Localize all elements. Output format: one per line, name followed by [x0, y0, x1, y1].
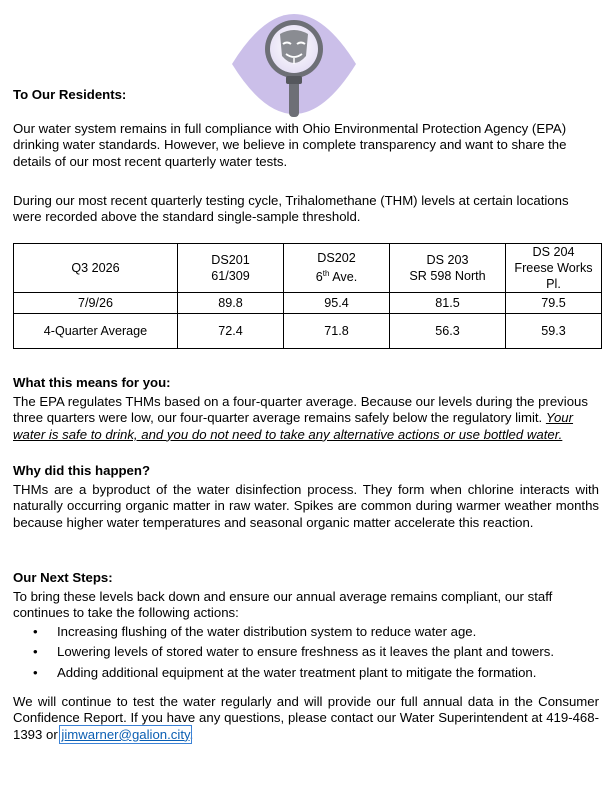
- intro-paragraph-2: During our most recent quarterly testing cycle, Trihalomethane (THM) levels at certain locations were recorded above the standard single-sample threshold.: [13, 193, 569, 225]
- table-corner: Q3 2026: [14, 244, 178, 293]
- table-row: [14, 314, 602, 349]
- next-steps-heading: Our Next Steps:: [13, 570, 113, 585]
- table-cell: 79.5: [506, 293, 602, 314]
- column-ds204: DS 204 Freese Works Pl.: [506, 244, 602, 293]
- thm-results-table: [13, 243, 602, 349]
- table-cell: 81.5: [390, 293, 506, 314]
- closing-paragraph: We will continue to test the water regularly and will provide our full annual data in the Consumer Confidence Report. If you have any questions, please contact our Water Superintendent at 419-468-1393 or jimwarner@galion.city.: [13, 694, 599, 742]
- table-cell: 95.4: [284, 293, 390, 314]
- table-cell: 89.8: [178, 293, 284, 314]
- row-label: 7/9/26: [14, 293, 178, 314]
- why-heading: Why did this happen?: [13, 463, 150, 478]
- email-link[interactable]: jimwarner@galion.city: [61, 726, 190, 742]
- intro-paragraph-1: Our water system remains in full compliance with Ohio Environmental Protection Agency (EPA) drinking water standards. However, we believe in complete transparency and want to share the details of our most recent quarterly water tests.: [13, 121, 567, 169]
- safety-statement: Your water is safe to drink, and you do not need to take any alternative actions or use bottled water.: [13, 410, 574, 442]
- meaning-heading: What this means for you:: [13, 375, 171, 390]
- table-header-row: [14, 244, 602, 293]
- meaning-paragraph: The EPA regulates THMs based on a four-quarter average. Because our levels during the previous three quarters were low, our four-quarter average remains safely below the regulatory limit. Your water is safe to drink, and you do not need to take any alternative actions or use bottled water.: [13, 394, 588, 442]
- why-paragraph: THMs are a byproduct of the water disinfection process. They form when chlorine interacts with naturally occurring organic matter in raw water. Spikes are common during warmer weather months because higher water temperatures and seasonal organic matter accelerate this reaction.: [13, 482, 599, 530]
- column-ds203: DS 203 SR 598 North: [390, 244, 506, 293]
- table-cell: 72.4: [178, 314, 284, 349]
- list-item: • Increasing flushing of the water distribution system to reduce water age.: [13, 622, 599, 642]
- list-item: • Adding additional equipment at the water treatment plant to mitigate the formation.: [13, 663, 599, 683]
- action-list: [13, 622, 599, 683]
- table-cell: 56.3: [390, 314, 506, 349]
- greeting: To Our Residents:: [13, 87, 127, 102]
- column-ds202: DS202 6th Ave.: [284, 244, 390, 293]
- table-cell: 71.8: [284, 314, 390, 349]
- column-ds201: DS201 61/309: [178, 244, 284, 293]
- list-item: • Lowering levels of stored water to ensure freshness as it leaves the plant and towers.: [13, 642, 599, 662]
- row-label: 4-Quarter Average: [14, 314, 178, 349]
- table-row: [14, 293, 602, 314]
- table-cell: 59.3: [506, 314, 602, 349]
- next-steps-paragraph: To bring these levels back down and ensure our annual average remains compliant, our staff continues to take the following actions:: [13, 589, 553, 621]
